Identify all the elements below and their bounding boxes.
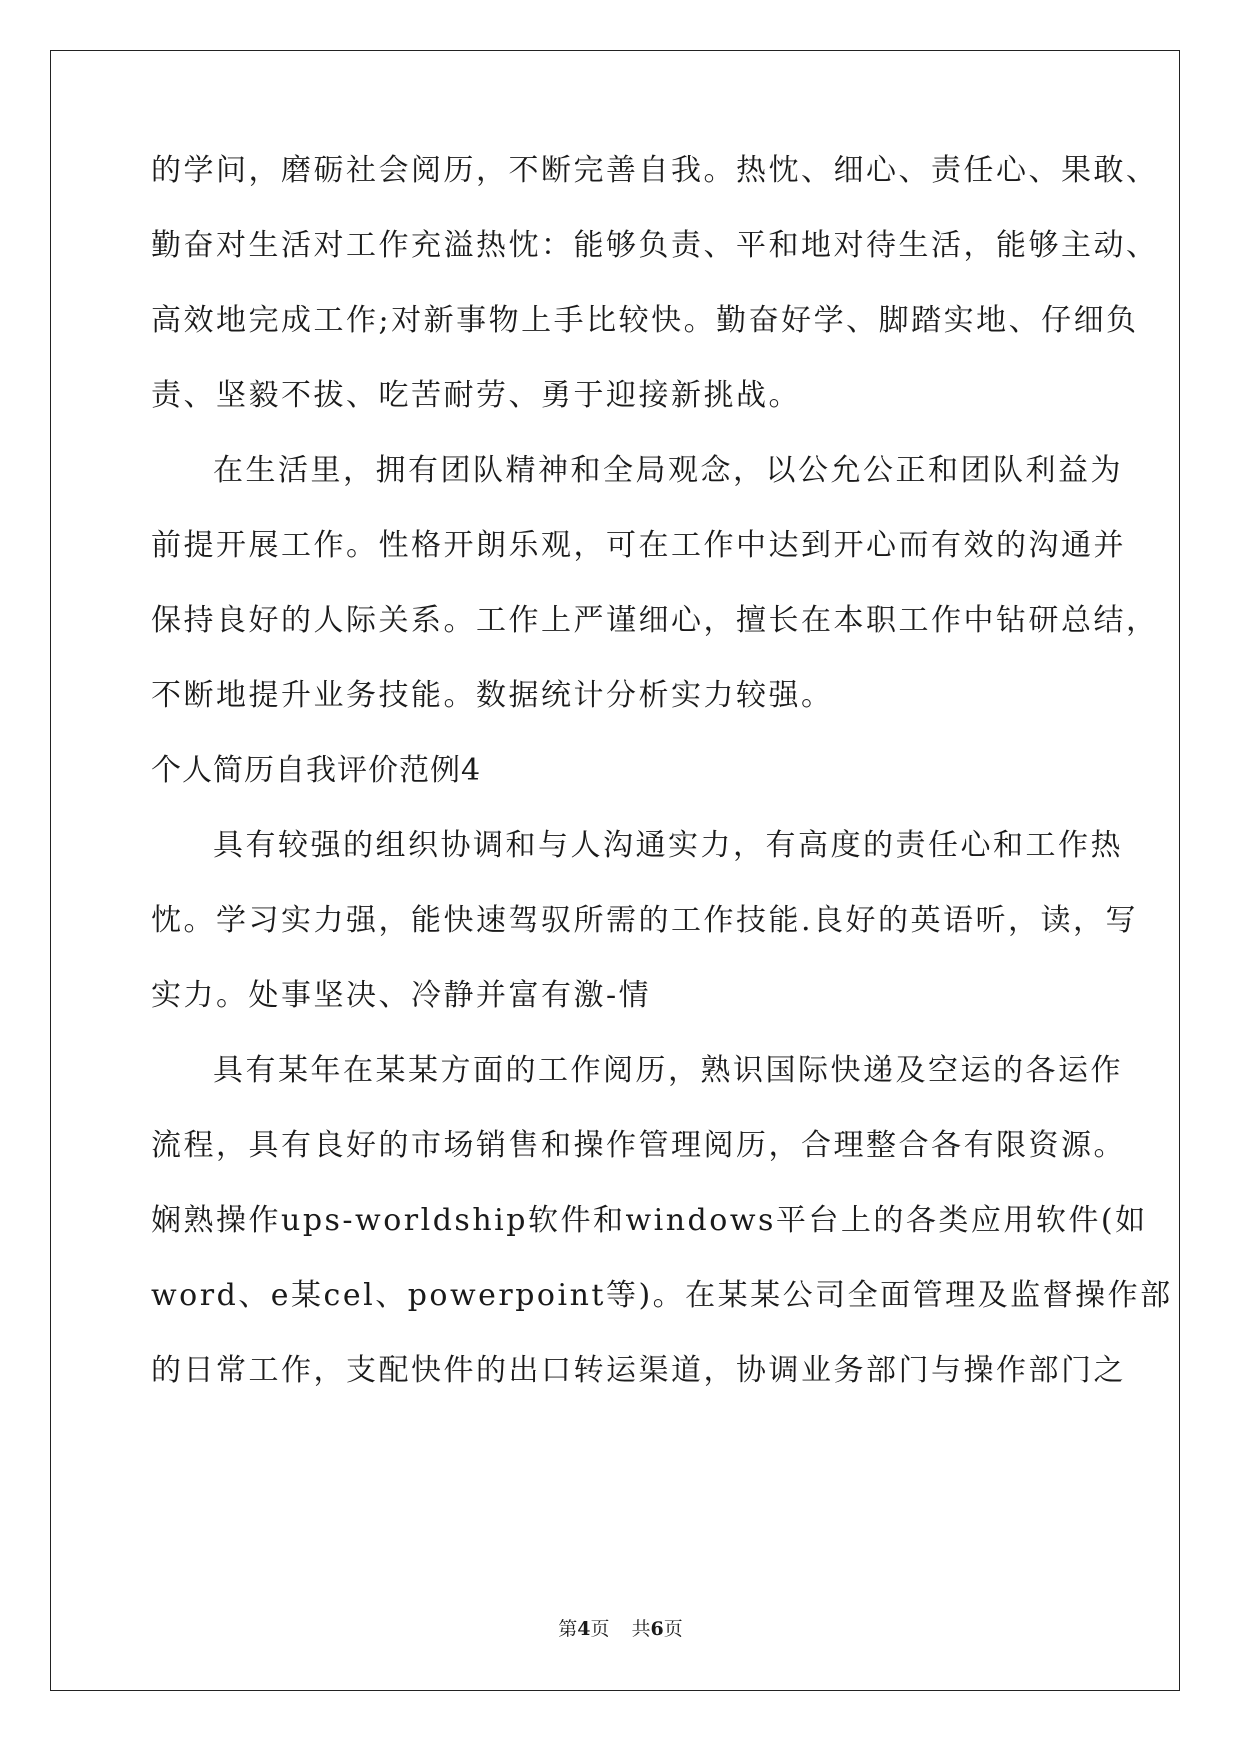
total-prefix: 共: [631, 1618, 651, 1640]
current-page-number: 4: [577, 1618, 591, 1640]
page-suffix: 页: [590, 1618, 610, 1640]
section-heading: 个人简历自我评价范例4: [151, 753, 482, 788]
paragraph-first-line: 具有某年在某某方面的工作阅历，熟识国际快递及空运的各运作: [213, 1053, 1123, 1088]
body-text-line: word、e某cel、powerpoint等)。在某某公司全面管理及监督操作部: [151, 1278, 1173, 1313]
body-text-line: 的日常工作，支配快件的出口转运渠道，协调业务部门与操作部门之: [151, 1353, 1126, 1388]
body-text-line: 前提开展工作。性格开朗乐观，可在工作中达到开心而有效的沟通并: [151, 528, 1126, 563]
body-text-line: 高效地完成工作;对新事物上手比较快。勤奋好学、脚踏实地、仔细负: [151, 303, 1139, 338]
body-text-line: 不断地提升业务技能。数据统计分析实力较强。: [151, 678, 834, 713]
body-text-line: 忱。学习实力强，能快速驾驭所需的工作技能.良好的英语听，读，写: [151, 903, 1139, 938]
total-suffix: 页: [663, 1618, 683, 1640]
page-footer: [0, 1614, 1241, 1641]
body-text-line: 勤奋对生活对工作充溢热忱：能够负责、平和地对待生活，能够主动、: [151, 228, 1159, 263]
body-text-line: 保持良好的人际关系。工作上严谨细心，擅长在本职工作中钻研总结，: [151, 603, 1159, 638]
page-border: [50, 50, 1180, 1691]
body-text-line: 流程，具有良好的市场销售和操作管理阅历，合理整合各有限资源。: [151, 1128, 1126, 1163]
body-text-line: 的学问，磨砺社会阅历，不断完善自我。热忱、细心、责任心、果敢、: [151, 153, 1159, 188]
body-text-line: 责、坚毅不拔、吃苦耐劳、勇于迎接新挑战。: [151, 378, 801, 413]
body-text-line: 娴熟操作ups-worldship软件和windows平台上的各类应用软件(如: [151, 1203, 1148, 1238]
paragraph-first-line: 在生活里，拥有团队精神和全局观念，以公允公正和团队利益为: [213, 453, 1123, 488]
total-page-count: 6: [650, 1618, 664, 1640]
body-text-line: 实力。处事坚决、冷静并富有激-情: [151, 978, 652, 1013]
paragraph-first-line: 具有较强的组织协调和与人沟通实力，有高度的责任心和工作热: [213, 828, 1123, 863]
page-prefix: 第: [558, 1618, 578, 1640]
